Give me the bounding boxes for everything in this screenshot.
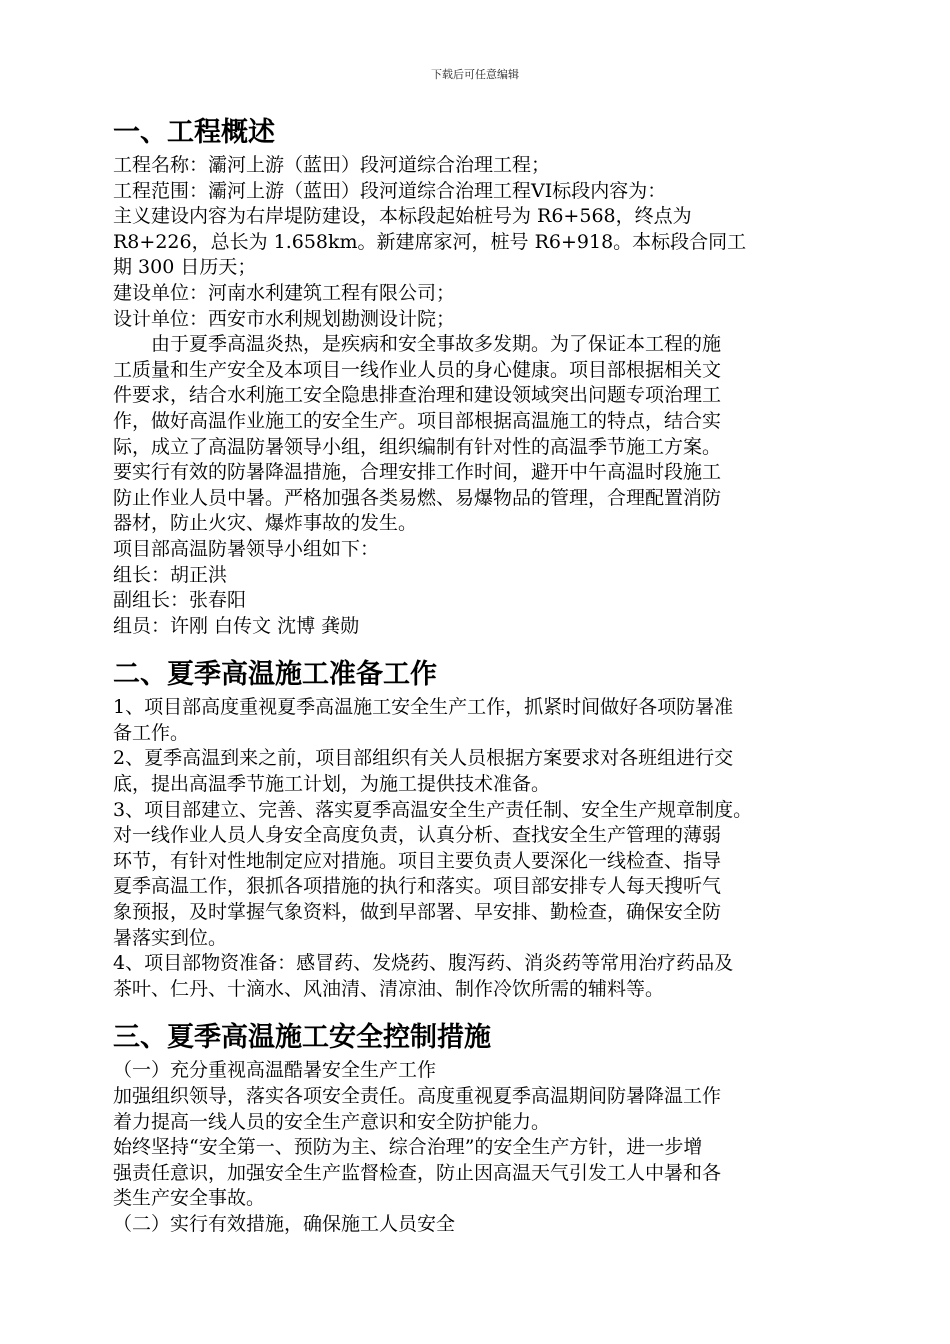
paragraph-line: （二）实行有效措施，确保施工人员安全 <box>113 1212 456 1235</box>
section-title: 三、夏季高温施工安全控制措施 <box>113 1022 491 1054</box>
paragraph-line: 夏季高温工作，狠抓各项措施的执行和落实。项目部安排专人每天搜听气 <box>113 875 722 898</box>
paragraph-line: 类生产安全事故。 <box>113 1187 266 1210</box>
paragraph-line: 器材，防止火灾、爆炸事故的发生。 <box>113 512 418 535</box>
paragraph-line: 主义建设内容为右岸堤防建设，本标段起始桩号为 R6+568，终点为 <box>113 205 692 228</box>
paragraph-line: 组长：胡正洪 <box>113 563 228 586</box>
paragraph-line: 4、项目部物资准备：感冒药、发烧药、腹泻药、消炎药等常用治疗药品及 <box>113 952 734 975</box>
paragraph-line: 对一线作业人员人身安全高度负责，认真分析、查找安全生产管理的薄弱 <box>113 824 722 847</box>
paragraph-line: 始终坚持“安全第一、预防为主、综合治理”的安全生产方针，进一步增 <box>113 1136 703 1159</box>
paragraph-line: 加强组织领导，落实各项安全责任。高度重视夏季高温期间防暑降温工作 <box>113 1085 722 1107</box>
paragraph-line: 底，提出高温季节施工计划，为施工提供技术准备。 <box>113 773 551 796</box>
paragraph-line: 环节，有针对性地制定应对措施。项目主要负责人要深化一线检查、指导 <box>113 849 722 872</box>
section-safety-measures <box>113 1018 848 1237</box>
section-title: 二、夏季高温施工准备工作 <box>113 659 437 691</box>
paragraph-line: R8+226，总长为 1.658km。新建席家河，桩号 R6+918。本标段合同工 <box>113 230 747 253</box>
paragraph-line: 茶叶、仁丹、十滴水、风油清、清凉油、制作冷饮所需的辅料等。 <box>113 977 665 1000</box>
header-note: 下载后可任意编辑 <box>431 68 519 81</box>
paragraph-line: 备工作。 <box>113 721 190 744</box>
paragraph-line: 期 300 日历天； <box>113 256 257 279</box>
section-summer-preparation <box>113 655 848 1002</box>
paragraph-line: 件要求，结合水利施工安全隐患排查治理和建设领域突出问题专项治理工 <box>113 384 722 407</box>
paragraph-line: （一）充分重视高温酷暑安全生产工作 <box>113 1059 437 1082</box>
paragraph-line: 1、项目部高度重视夏季高温施工安全生产工作，抓紧时间做好各项防暑准 <box>113 696 734 719</box>
paragraph-line: 2、夏季高温到来之前，项目部组织有关人员根据方案要求对各班组进行交 <box>113 747 734 770</box>
paragraph-line: 防止作业人员中暑。严格加强各类易燃、易爆物品的管理，合理配置消防 <box>113 486 722 509</box>
paragraph-line: 项目部高温防暑领导小组如下： <box>113 537 380 560</box>
document-body <box>113 113 848 1238</box>
section-title: 一、工程概述 <box>113 117 275 148</box>
paragraph-line: 际，成立了高温防暑领导小组，组织编制有针对性的高温季节施工方案。 <box>113 435 722 458</box>
section-project-overview <box>113 113 848 639</box>
paragraph-line: 作，做好高温作业施工的安全生产。项目部根据高温施工的特点，结合实 <box>113 409 722 432</box>
paragraph-line: 暑落实到位。 <box>113 926 228 949</box>
paragraph-line: 着力提高一线人员的安全生产意识和安全防护能力。 <box>113 1110 551 1133</box>
paragraph-line: 建设单位：河南水利建筑工程有限公司； <box>113 281 456 304</box>
paragraph-line: 设计单位：西安市水利规划勘测设计院； <box>113 307 456 330</box>
paragraph-line: 强责任意识，加强安全生产监督检查，防止因高温天气引发工人中暑和各 <box>113 1161 722 1184</box>
paragraph-line: 工程范围：灞河上游（蓝田）段河道综合治理工程VI标段内容为： <box>113 179 667 202</box>
paragraph-line: 象预报，及时掌握气象资料，做到早部署、早安排、勤检查，确保安全防 <box>113 901 722 924</box>
paragraph-line: 工程名称：灞河上游（蓝田）段河道综合治理工程； <box>113 154 551 176</box>
paragraph-line: 组员：许刚 白传文 沈博 龚勋 <box>113 614 360 637</box>
paragraph-line: 要实行有效的防暑降温措施，合理安排工作时间，避开中午高温时段施工 <box>113 461 722 484</box>
paragraph-line: 由于夏季高温炎热，是疾病和安全事故多发期。为了保证本工程的施 <box>151 333 722 356</box>
paragraph-line: 3、项目部建立、完善、落实夏季高温安全生产责任制、安全生产规章制度。 <box>113 798 753 821</box>
paragraph-line: 工质量和生产安全及本项目一线作业人员的身心健康。项目部根据相关文 <box>113 358 722 381</box>
paragraph-line: 副组长：张春阳 <box>113 589 247 612</box>
